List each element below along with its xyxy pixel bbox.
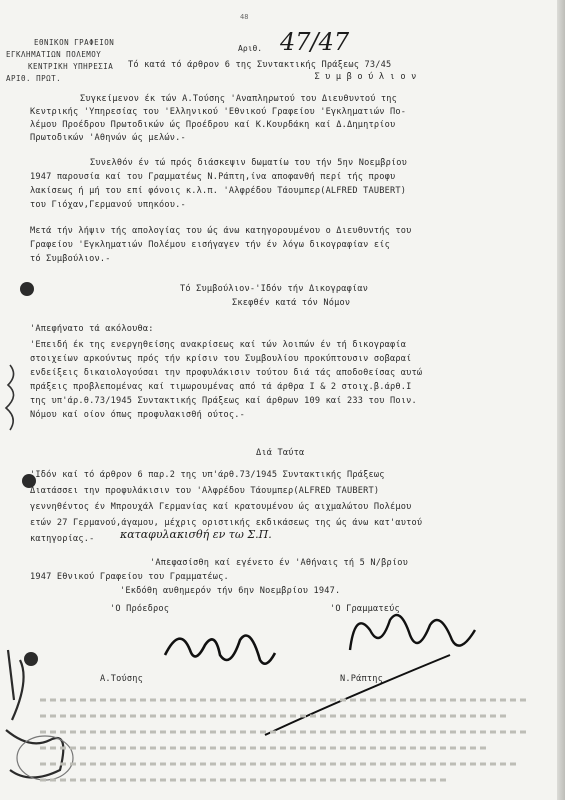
signature-name-president: Α.Τούσης [100,674,143,684]
section-heading: Διά Ταύτα [256,448,305,458]
handwritten-annotation: καταφυλακισθή εν τω Σ.Π. [120,528,272,541]
body-line: 1947 παρουσία καί του Γραμματέως Ν.Ράπτη,ίνα αποφανθή περί τής προφυ [30,172,396,182]
body-line: Συνελθόν έν τώ πρός διάσκεψιν δωματίω του τήν 5ην Νοεμβρίου [90,158,408,168]
hole-punch [20,282,34,296]
body-line: Πρωτοδικών 'Αθηνών ώς μελών.- [30,133,186,143]
handwritten-number: 47/47 [280,28,350,56]
body-line: Κεντρικής 'Υπηρεσίας του 'Ελληνικού 'Εθνικού Γραφείου 'Εγκληματιών Πο- [30,107,407,117]
show-through-text [30,690,550,795]
body-line: του Γιόχαν,Γερμανού υπηκόου.- [30,200,186,210]
body-line: Γραφείου 'Εγκληματιών Πολέμου εισήγαγεν τήν έν λόγω δικογραφίαν είς [30,240,391,250]
body-line: Νόμου καί οίον όπως προφυλακισθή ούτος.- [30,410,245,420]
body-line: Μετά τήν λήψιν τής απολογίας του ώς άνω κατηγορουμένου ο Διευθυντής του [30,226,412,236]
body-line: 'Εκδόθη αυθημερόν τήν 6ην Νοεμβρίου 1947. [120,586,341,596]
section-heading: Τό Συμβούλιον-'Ιδόν τήν Δικογραφίαν [180,284,369,294]
body-line: ενδείξεις δικαιολογούσαι την προφυλάκισιν τούτου διά τάς αποδοθείσας αυτώ [30,368,423,378]
body-line: Συγκείμενον έκ τών Α.Τούσης 'Αναπληρωτού του Διευθυντού της [80,94,398,104]
body-line: λέμου Προέδρου Πρωτοδικών ώς Προέδρου καί Κ.Κουρδάκη καί Δ.Δημητρίου [30,120,396,130]
body-line: 'Απεφήνατο τά ακόλουθα: [30,324,154,334]
body-line: Διατάσσει την προφυλάκισιν του 'Αλφρέδου Τάουμπερ(ALFRED TAUBERT) [30,486,380,496]
body-line: της υπ'άρ.θ.73/1945 Συντακτικής Πράξεως καί άρθρων 109 καί 233 του Ποιν. [30,396,417,406]
stamp-line: ΕΓΚΛΗΜΑΤΙΩΝ ΠΟΛΕΜΟΥ [6,50,102,59]
section-heading: Σκεφθέν κατά τόν Νόμον [232,298,351,308]
margin-scribble [0,360,32,440]
page-edge-shadow [557,0,565,800]
stamp-line: ΑΡΙΘ. ΠΡΩΤ. [6,74,62,83]
body-line: 1947 Εθνικού Γραφείου του Γραμματέως. [30,572,229,582]
heading-line: Σ υ μ β ο ύ λ ι ο ν [314,72,417,82]
signature-name-secretary: Ν.Ράπτης [340,674,383,684]
body-line: τό Συμβούλιον.- [30,254,111,264]
body-line: 'Επειδή έκ της ενεργηθείσης ανακρίσεως καί τών λοιπών έν τή δικογραφία [30,340,407,350]
body-line: στοιχείων αρκούντως πρός τήν κρίσιν του Συμβουλίου προκύπτουσιν σοβαραί [30,354,412,364]
stamp-line: ΚΕΝΤΡΙΚΗ ΥΠΗΡΕΣΙΑ [28,62,114,71]
heading-line: Τό κατά τό άρθρον 6 της Συντακτικής Πράξεως 73/45 [128,60,392,70]
stamp-line: ΕΘΝΙΚΟΝ ΓΡΑΦΕΙΟΝ [34,38,115,47]
body-line: ετών 27 Γερμανού,άγαμου, μέχρις οριστικής εκδικάσεως της ώς άνω κατ'αυτού [30,518,423,528]
signature-title-secretary: 'Ο Γραμματεύς [330,604,400,614]
body-line: πράξεις προβλεπομένας καί τιμωρουμένας από τά άρθρα Ι & 2 στοιχ.β.άρθ.Ι [30,382,412,392]
page-mark: 48 [240,13,249,21]
body-line: γεννηθέντος έν Μπρουχάλ Γερμανίας καί κρατουμένου ώς αιχμαλώτου Πολέμου [30,502,412,512]
body-line: κατηγορίας.- [30,534,95,544]
signature-title-president: 'Ο Πρόεδρος [110,604,170,614]
number-label: Αριθ. [238,44,263,53]
body-line: λακίσεως ή μή του επί φόνοις κ.λ.π. 'Αλφρέδου Τάουμπερ(ALFRED TAUBERT) [30,186,407,196]
office-stamp [6,38,136,93]
body-line: 'Ιδόν καί τό άρθρον 6 παρ.2 της υπ'άρθ.73/1945 Συντακτικής Πράξεως [30,470,385,480]
body-line: 'Απεφασίσθη καί εγένετο έν 'Αθήναις τή 5 Ν/βρίου [150,558,408,568]
